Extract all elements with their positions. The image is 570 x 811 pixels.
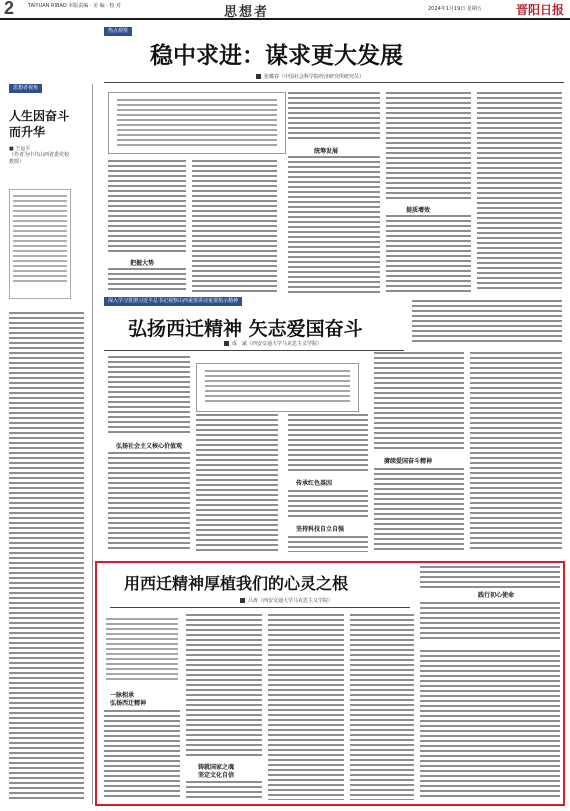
article1-col5 — [477, 92, 562, 292]
article1-abstract-text — [117, 99, 277, 147]
newspaper-header — [0, 0, 570, 20]
article1-abstract — [108, 92, 286, 154]
left-column-quote-box — [9, 189, 71, 299]
article2-right-top-text — [412, 300, 562, 345]
article3-right-col-a — [420, 602, 560, 642]
article3-sub1: 一脉相承 — [110, 692, 135, 699]
article3-sub4: 坚定文化自信 — [198, 772, 235, 779]
article1-title: 稳中求进：谋求更大发展 — [150, 43, 403, 69]
article1-col1b — [108, 268, 186, 293]
article3-sub5: 践行初心使命 — [478, 592, 515, 599]
article3-right-top-text — [420, 566, 560, 591]
article3-rule — [110, 607, 410, 608]
article2-abstract-text — [205, 370, 350, 405]
left-column-affiliation: （作者为中共山西省委党校教授） — [9, 152, 70, 165]
article1-col4b — [386, 215, 471, 293]
article1-sub3: 提质增效 — [406, 207, 431, 214]
article1-byline: 张耀春（中国社会科学院经济研究所研究员） — [256, 73, 364, 80]
left-column-author: ■ 王运平 — [9, 146, 31, 152]
article2-col5 — [470, 352, 562, 552]
article2-abstract — [196, 363, 359, 412]
left-quote-text-block — [13, 195, 67, 285]
article3-sub3: 铸就国家之魂 — [198, 764, 235, 771]
article3-col2a — [186, 614, 262, 759]
article3-col3 — [268, 614, 344, 800]
article1-col4a — [386, 92, 471, 202]
article1-col1 — [108, 160, 186, 255]
article2-title: 弘扬西迁精神 矢志爱国奋斗 — [128, 318, 363, 340]
article1-col2 — [192, 160, 277, 293]
masthead-meta: TAIYUAN RIBAO 本版责编 · 美 编 · 校 对 — [28, 3, 121, 9]
article2-col3b — [288, 490, 368, 520]
left-column-text — [9, 312, 84, 802]
article1-tag: 热点观察 — [104, 27, 132, 36]
article3-col4 — [350, 614, 414, 800]
section-title: 思想者 — [224, 5, 270, 20]
article2-col3a — [288, 414, 368, 474]
newspaper-logo: 晋阳日报 — [516, 3, 565, 17]
article1-sub1: 把握大势 — [130, 260, 155, 267]
article3-right-col-b — [420, 650, 560, 800]
left-title-line2: 而升华 — [9, 125, 46, 139]
article2-sub1: 弘扬社会主义核心价值观 — [116, 443, 183, 450]
article1-col3b — [288, 156, 380, 293]
article2-col4b — [374, 468, 464, 552]
article2-col1a — [108, 356, 190, 436]
article3-sub2: 弘扬西迁精神 — [110, 700, 147, 707]
article2-col4a — [374, 352, 464, 452]
article1-rule — [104, 82, 564, 83]
article2-rule — [104, 350, 404, 351]
article2-sub3: 坚持科技自立自强 — [296, 526, 345, 533]
page-number: 2 — [4, 0, 15, 18]
left-column-title — [9, 108, 69, 140]
article2-col3c — [288, 536, 368, 552]
article3-byline: 吕涛（西安交通大学马克思主义学院） — [240, 597, 333, 604]
article3-title: 用西迁精神厚植我们的心灵之根 — [124, 574, 349, 593]
left-column-tag: 思想者视角 — [9, 84, 42, 93]
article2-col2 — [196, 414, 278, 552]
issue-date: 2024年1月19日 星期五 — [428, 6, 482, 12]
article3-col1 — [104, 710, 180, 800]
article2-sub4: 赓续爱国奋斗精神 — [384, 458, 433, 465]
article1-col3a — [288, 92, 380, 142]
article3-col2b — [186, 781, 262, 801]
article2-byline: 成 斌（西安交通大学马克思主义学院） — [224, 340, 322, 347]
left-title-line1: 人生因奋斗 — [9, 109, 70, 123]
article2-sub2: 传承红色基因 — [296, 480, 333, 487]
article3-abstract-text — [106, 618, 178, 680]
article1-sub2: 统筹发展 — [314, 148, 339, 155]
article2-col1b — [108, 452, 190, 552]
column-divider — [92, 84, 93, 804]
article2-tag: 深入学习贯彻习近平总书记视察山西重要讲话重要指示精神 — [104, 297, 242, 306]
article3-abstract — [104, 614, 180, 686]
